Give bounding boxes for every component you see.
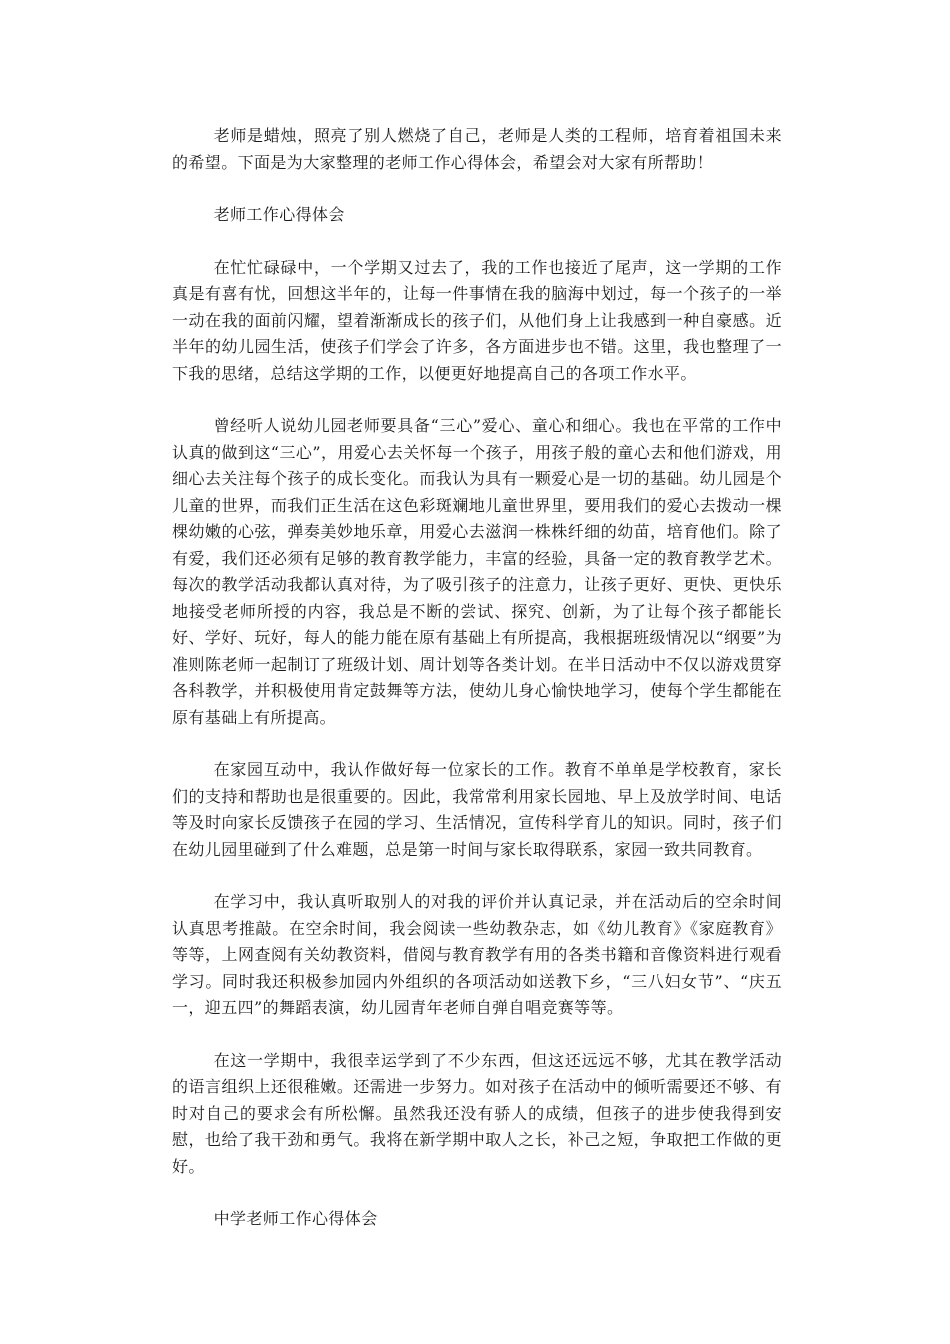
paragraph-three-hearts: 曾经听人说幼儿园老师要具备“三心”爱心、童心和细心。我也在平常的工作中认真的做到这“三心”，用爱心去关怀每一个孩子，用孩子般的童心去和他们游戏，用细心去关注每个孩子的成长变化。而我认为具有一颗爱心是一切的基础。幼儿园是个儿童的世界，而我们正生活在这色彩斑斓地儿童世界里，要用我们的爱心去拨动一棵棵幼嫩的心弦，弹奏美妙地乐章，用爱心去滋润一株株纤细的幼苗，培育他们。除了有爱，我们还必须有足够的教育教学能力，丰富的经验，具备一定的教育教学艺术。每次的教学活动我都认真对待，为了吸引孩子的注意力，让孩子更好、更快、更快乐地接受老师所授的内容，我总是不断的尝试、探究、创新，为了让每个孩子都能长好、学好、玩好，每人的能力能在原有基础上有所提高，我根据班级情况以“纲要”为准则陈老师一起制订了班级计划、周计划等各类计划。在半日活动中不仅以游戏贯穿各科教学，并积极使用肯定鼓舞等方法，使幼儿身心愉快地学习，使每个学生都能在原有基础上有所提高。: [172, 416, 782, 727]
section-heading-middle-school: 中学老师工作心得体会: [213, 1209, 378, 1228]
paragraph-semester-summary: 在忙忙碌碌中，一个学期又过去了，我的工作也接近了尾声，这一学期的工作真是有喜有忧，回想这半年的，让每一件事情在我的脑海中划过，每一个孩子的一举一动在我的面前闪耀，望着渐渐成长的孩子们，从他们身上让我感到一种自豪感。近半年的幼儿园生活，使孩子们学会了许多，各方面进步也不错。这里，我也整理了一下我的思绪，总结这学期的工作，以便更好地提高自己的各项工作水平。: [172, 257, 782, 383]
paragraph-home-school-interaction: 在家园互动中，我认作做好每一位家长的工作。教育不单单是学校教育，家长们的支持和帮助也是很重要的。因此，我常常利用家长园地、早上及放学时间、电话等及时向家长反馈孩子在园的学习、生活情况，宣传科学育儿的知识。同时，孩子们在幼儿园里碰到了什么难题，总是第一时间与家长取得联系，家园一致共同教育。: [172, 760, 782, 859]
section-heading-teacher-experience: 老师工作心得体会: [213, 205, 345, 224]
paragraph-reflection: 在这一学期中，我很幸运学到了不少东西，但这还远远不够，尤其在教学活动的语言组织上还很稚嫩。还需进一步努力。如对孩子在活动中的倾听需要还不够、有时对自己的要求会有所松懈。虽然我还没有骄人的成绩，但孩子的进步使我得到安慰，也给了我干劲和勇气。我将在新学期中取人之长，补己之短，争取把工作做的更好。: [172, 1050, 782, 1176]
document-body: [172, 123, 782, 1259]
intro-paragraph: 老师是蜡烛，照亮了别人燃烧了自己，老师是人类的工程师，培育着祖国未来的希望。下面是为大家整理的老师工作心得体会，希望会对大家有所帮助！: [172, 126, 782, 172]
paragraph-study: 在学习中，我认真听取别人的对我的评价并认真记录，并在活动后的空余时间认真思考推敲。在空余时间，我会阅读一些幼教杂志，如《幼儿教育》《家庭教育》等等，上网查阅有关幼教资料，借阅与教育教学有用的各类书籍和音像资料进行观看学习。同时我还积极参加园内外组织的各项活动如送教下乡，“三八妇女节”、“庆五一，迎五四”的舞蹈表演，幼儿园青年老师自弹自唱竞赛等等。: [172, 892, 782, 1017]
